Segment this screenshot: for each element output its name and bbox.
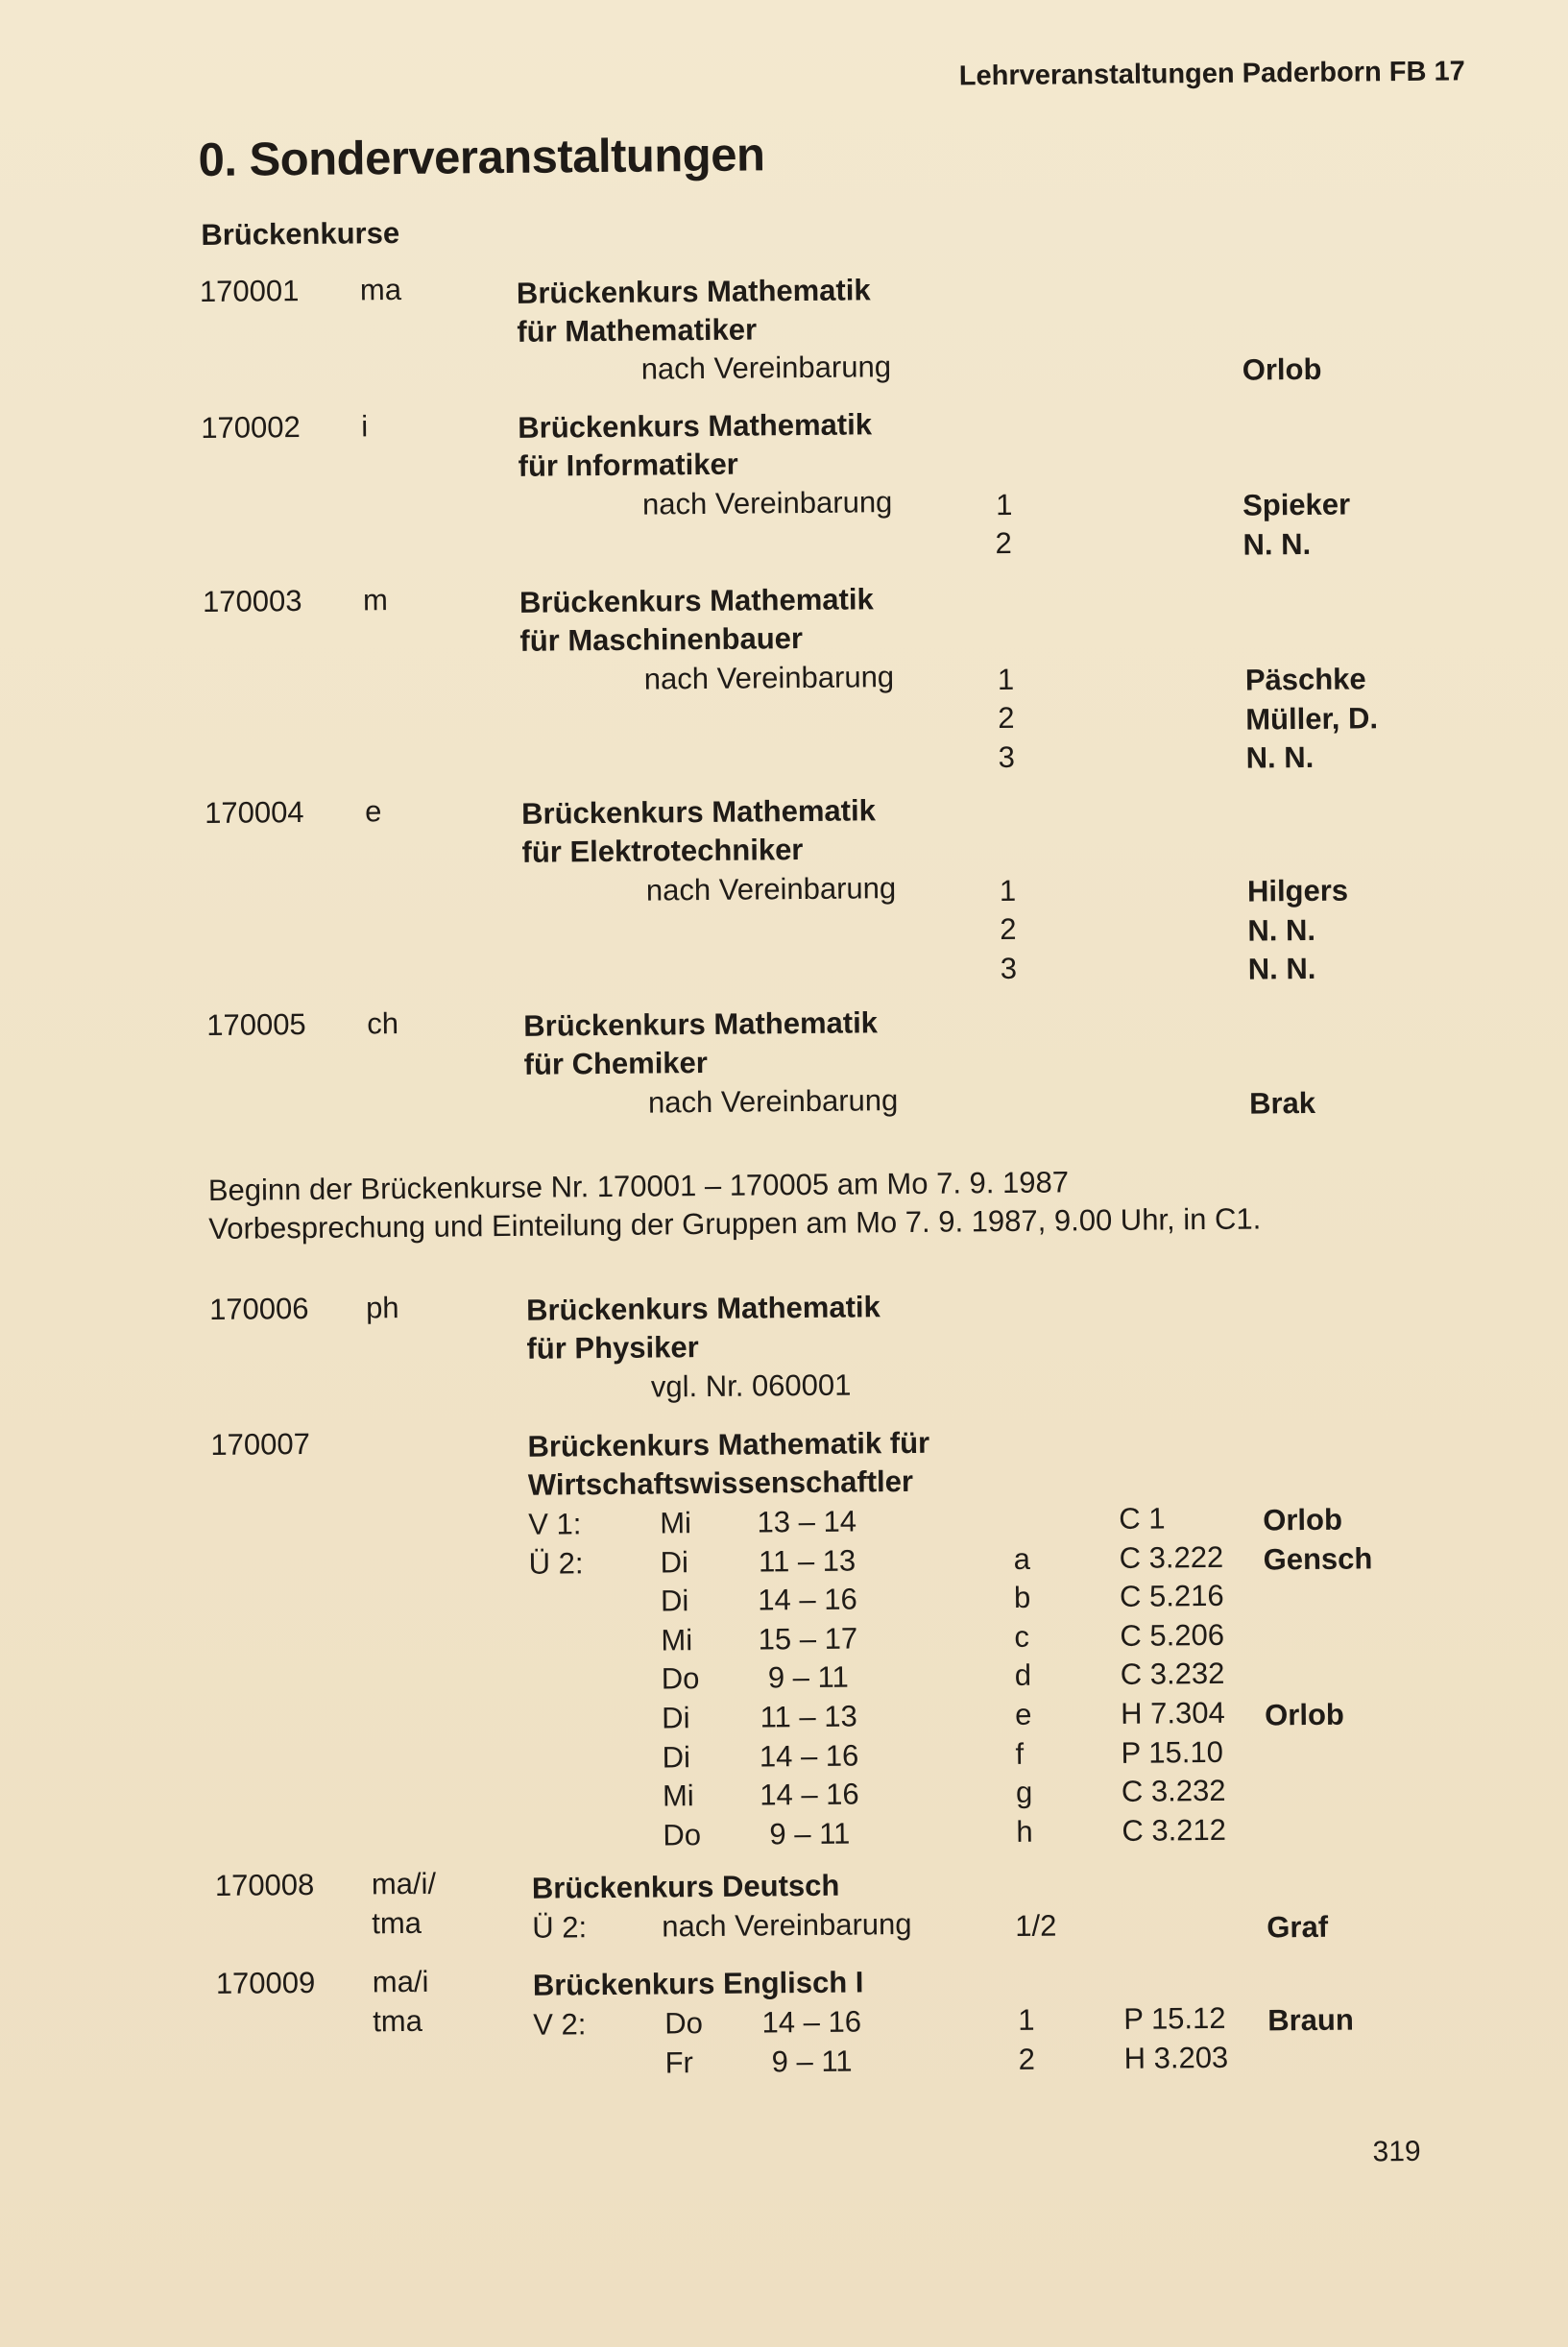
course-code: e [364,794,382,829]
course-schedule: nach Vereinbarung [641,485,893,521]
course-number: 170001 [199,274,300,309]
session-type: Ü 2: [532,1910,588,1945]
course-number: 170003 [202,584,302,619]
course-schedule: nach Vereinbarung [645,871,897,907]
course-schedule: nach Vereinbarung [640,350,892,386]
session-group: d [1014,1658,1032,1693]
group-number: 1 [997,662,1015,697]
course-title-line: für Mathematiker [517,312,758,349]
course-lecturer: Orlob [1265,1697,1345,1732]
session-room: C 5.216 [1119,1579,1224,1614]
session-group: c [1014,1619,1030,1654]
session-room: C 3.222 [1119,1539,1224,1575]
course-code: ma [359,273,402,307]
course-lecturer: Braun [1267,2002,1354,2038]
section-subtitle: Brückenkurse [201,216,400,253]
session-time: 15 – 17 [758,1621,858,1657]
course-number: 170004 [204,795,304,830]
session-room: H 3.203 [1123,2040,1229,2075]
session-day: Di [662,1701,690,1735]
course-schedule: nach Vereinbarung [643,660,895,696]
session-time: 9 – 11 [769,1816,851,1851]
session-type: V 2: [533,2007,587,2042]
course-number: 170006 [208,1291,309,1326]
course-title-line: Brückenkurs Mathematik [525,1290,880,1327]
course-title-line: für Chemiker [523,1045,709,1081]
course-lecturer: Orlob [1263,1502,1343,1537]
course-title-line: Brückenkurs Mathematik [519,582,874,619]
session-group: a [1013,1541,1031,1576]
course-title-line: für Informatiker [518,447,738,483]
course-number: 170009 [215,1965,316,2000]
course-code: m [362,583,389,617]
session-day: Fr [664,2045,694,2080]
running-header: Lehrveranstaltungen Paderborn FB 17 [958,56,1465,92]
course-title: Brückenkurs Englisch I [532,1965,864,2002]
course-title-line: Brückenkurs Mathematik [518,407,873,445]
course-lecturer: N. N. [1242,526,1312,562]
group-number: 1 [995,487,1013,522]
session-day: Di [660,1544,689,1580]
group-number: 2 [1000,911,1017,947]
session-type: V 1: [528,1507,582,1541]
session-time: 14 – 16 [761,2004,862,2040]
session-day: Do [661,1661,700,1696]
course-code: ph [365,1291,399,1325]
session-group: g [1015,1775,1033,1810]
course-title-line: Brückenkurs Mathematik [520,793,876,831]
course-lecturer: Gensch [1263,1540,1373,1577]
session-time: 9 – 11 [767,1659,849,1695]
course-schedule: nach Vereinbarung [647,1083,899,1120]
course-lecturer: Hilgers [1246,873,1349,908]
course-lecturer: Spieker [1242,487,1351,522]
session-type: Ü 2: [528,1545,584,1581]
group-number: 3 [998,739,1016,775]
course-title-line: Brückenkurs Mathematik [516,273,871,310]
course-lecturer: Müller, D. [1245,701,1379,737]
session-day: Do [663,1817,702,1852]
session-group: 2 [1018,2042,1036,2076]
session-room: C 3.232 [1120,1657,1225,1692]
course-lecturer: Graf [1266,1909,1329,1945]
session-time: 9 – 11 [771,2044,853,2079]
course-lecturer: Brak [1248,1085,1316,1121]
session-group: h [1016,1814,1033,1849]
course-schedule: nach Vereinbarung [662,1906,912,1944]
session-day: Mi [662,1778,694,1813]
session-day: Do [664,2006,704,2041]
session-day: Mi [660,1506,692,1540]
course-title-line: Brückenkurs Mathematik für [527,1425,930,1464]
session-day: Di [660,1584,689,1618]
course-reference: vgl. Nr. 060001 [650,1367,852,1404]
course-title-line: für Maschinenbauer [519,621,804,658]
page-number: 319 [1372,2135,1421,2168]
session-room: C 5.206 [1120,1617,1225,1653]
session-time: 14 – 16 [759,1738,859,1774]
course-number: 170008 [214,1867,315,1902]
course-title-line: Wirtschaftswissenschaftler [527,1464,914,1502]
group-number: 1 [999,873,1017,908]
course-code: tma [372,1905,422,1941]
course-code: ma/i/ [371,1866,437,1901]
session-group: f [1015,1736,1025,1771]
course-lecturer: N. N. [1247,951,1316,986]
session-time: 11 – 13 [758,1543,856,1579]
session-day: Di [662,1739,691,1775]
group-number: 2 [995,525,1012,561]
notice-line: Vorbesprechung und Einteilung der Gruppen am Mo 7. 9. 1987, 9.00 Uhr, in C1. [208,1201,1262,1246]
group-number: 2 [998,700,1015,736]
session-room: P 15.12 [1123,2000,1226,2036]
session-room: H 7.304 [1121,1695,1225,1730]
course-number: 170005 [206,1006,306,1042]
session-time: 11 – 13 [760,1699,857,1734]
course-title-line: für Physiker [526,1330,699,1366]
course-lecturer: Päschke [1244,662,1366,697]
section-title: 0. Sonderveranstaltungen [198,129,765,187]
session-time: 13 – 14 [757,1504,857,1539]
course-code: ma/i [372,1964,429,1999]
course-lecturer: N. N. [1245,739,1315,775]
group-number: 1/2 [1015,1908,1057,1943]
session-group: 1 [1018,2002,1035,2037]
session-group: e [1015,1697,1032,1731]
course-code: i [361,409,369,444]
session-day: Mi [661,1622,693,1657]
group-number: 3 [1000,951,1018,986]
session-room: C 3.212 [1122,1812,1227,1848]
course-number: 170007 [210,1426,311,1462]
course-title-line: Brückenkurs Mathematik [523,1005,879,1043]
session-time: 14 – 16 [758,1582,857,1617]
course-code: tma [373,2003,423,2039]
course-code: ch [367,1006,399,1041]
notice-line: Beginn der Brückenkurse Nr. 170001 – 170005 am Mo 7. 9. 1987 [207,1165,1070,1207]
session-room: C 3.232 [1121,1774,1226,1809]
course-title: Brückenkurs Deutsch [531,1868,840,1905]
session-time: 14 – 16 [760,1777,859,1812]
session-room: C 1 [1119,1501,1166,1536]
course-lecturer: Orlob [1242,351,1322,387]
session-room: P 15.10 [1121,1734,1224,1770]
course-lecturer: N. N. [1247,912,1316,948]
course-number: 170002 [201,410,301,446]
session-group: b [1013,1580,1031,1615]
course-title-line: für Elektrotechniker [521,833,804,869]
